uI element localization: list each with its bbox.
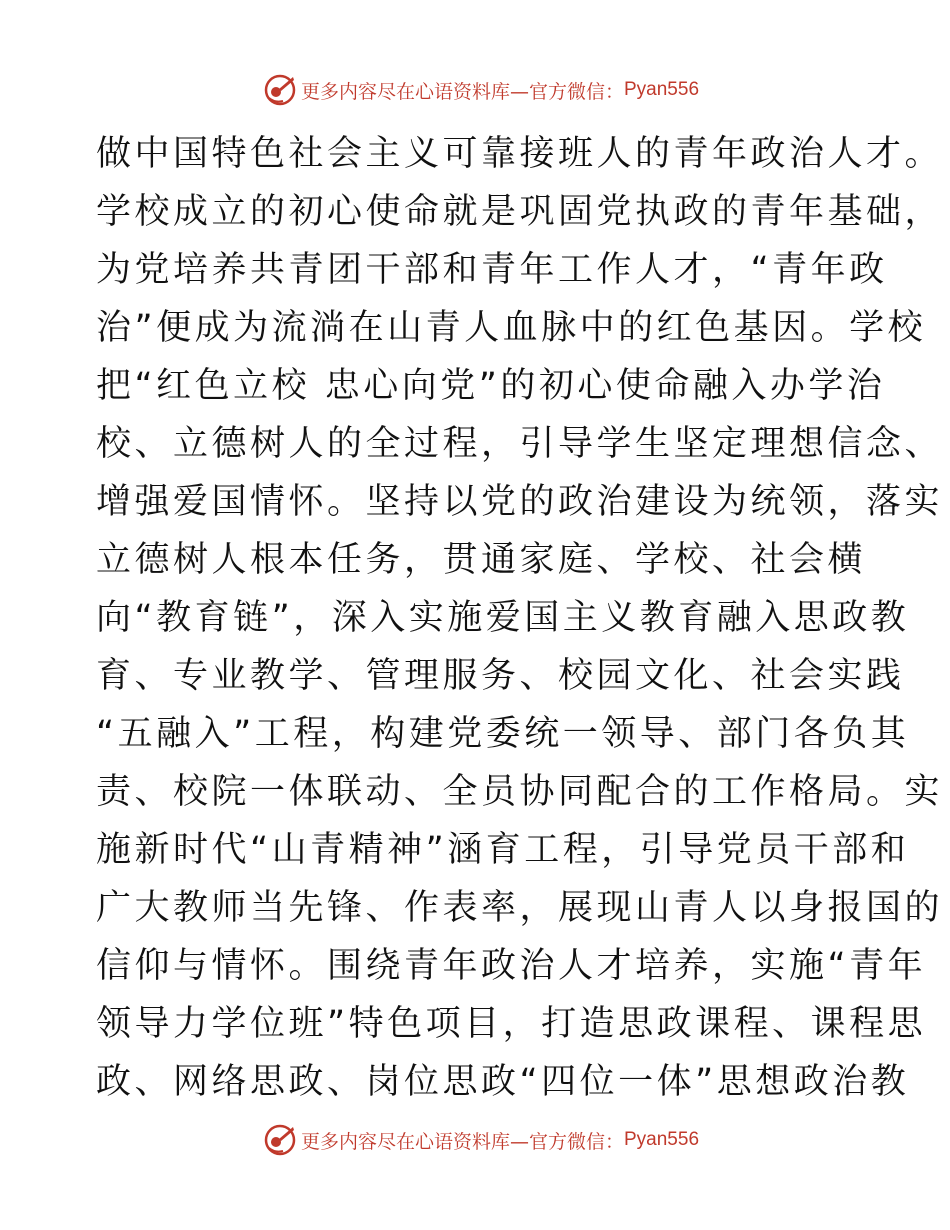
watermark-text: 更多内容尽在心语资料库—官方微信： [300,80,624,103]
watermark-wechat-id: Pyan556 [624,1129,700,1150]
watermark-text: 更多内容尽在心语资料库—官方微信： [300,1130,624,1153]
watermark-wechat-id: Pyan556 [624,79,700,100]
text-line: 做中国特色社会主义可靠接班人的青年政治人才。 [96,134,944,174]
text-line: 施新时代“山青精神”涵育工程，引导党员干部和 [96,830,910,870]
header-watermark [0,70,950,110]
text-line: 校、立德树人的全过程，引导学生坚定理想信念、 [96,424,944,464]
document-body [96,125,944,1111]
text-line: 育、专业教学、管理服务、校园文化、社会实践 [96,656,905,696]
text-line: 立德树人根本任务，贯通家庭、学校、社会横 [96,540,867,580]
text-line: 政、网络思政、岗位思政“四位一体”思想政治教 [96,1062,910,1102]
text-line: 把“红色立校 忠心向党”的初心使命融入办学治 [96,366,886,406]
text-line: 责、校院一体联动、全员协同配合的工作格局。实 [96,772,944,812]
text-line: 信仰与情怀。围绕青年政治人才培养，实施“青年 [96,946,927,986]
text-line: 治”便成为流淌在山青人血脉中的红色基因。学校 [96,308,927,348]
text-line: 广大教师当先锋、作表率，展现山青人以身报国的 [96,888,944,928]
brand-logo-icon [263,73,297,107]
text-line: 增强爱国情怀。坚持以党的政治建设为统领，落实 [96,482,944,522]
footer-watermark [0,1120,950,1160]
text-line: 为党培养共青团干部和青年工作人才，“青年政 [96,250,888,290]
text-line: “五融入”工程，构建党委统一领导、部门各负其 [96,714,910,754]
brand-logo-icon [263,1123,297,1157]
text-line: 学校成立的初心使命就是巩固党执政的青年基础， [96,192,944,232]
text-line: 领导力学位班”特色项目，打造思政课程、课程思 [96,1004,927,1044]
text-line: 向“教育链”，深入实施爱国主义教育融入思政教 [96,598,910,638]
